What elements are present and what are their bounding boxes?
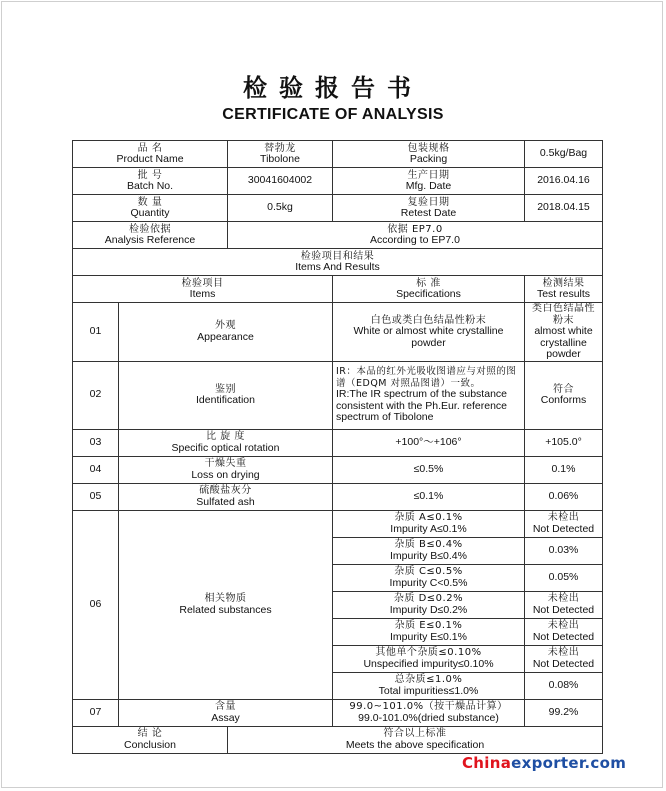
- spec-identification: IR：本品的红外光吸收图谱应与对照的图谱（EDQM 对照品图谱）一致。 IR:The IR spectrum of the substance consistent with the Ph.Eur. reference spectrum of Tibolone: [333, 361, 525, 429]
- row-assay: [73, 699, 603, 726]
- item-related-substances: 相关物质 Related substances: [119, 510, 333, 699]
- title-chinese: 检验报告书: [243, 73, 423, 102]
- result-impurity-a: 未检出 Not Detected: [525, 510, 603, 537]
- section-title: 检验项目和结果 Items And Results: [73, 249, 603, 276]
- result-impurity-b: 0.03%: [525, 537, 603, 564]
- item-assay: 含量 Assay: [119, 699, 333, 726]
- items-header: 检验项目 Items: [73, 276, 333, 303]
- result-loss-on-drying: 0.1%: [525, 456, 603, 483]
- quantity-label: 数 量 Quantity: [73, 195, 228, 222]
- item-number: 03: [73, 429, 119, 456]
- result-sulfated-ash: 0.06%: [525, 483, 603, 510]
- product-name-value: 替勃龙 Tibolone: [228, 141, 333, 168]
- row-reference: [73, 222, 603, 249]
- item-optical-rotation: 比 旋 度 Specific optical rotation: [119, 429, 333, 456]
- spec-optical-rotation: +100°～+106°: [333, 429, 525, 456]
- item-number: 04: [73, 456, 119, 483]
- item-loss-on-drying: 干燥失重 Loss on drying: [119, 456, 333, 483]
- row-sulfated-ash: [73, 483, 603, 510]
- result-appearance: 类白色结晶性粉末 almost white crystalline powder: [525, 303, 603, 362]
- result-assay: 99.2%: [525, 699, 603, 726]
- mfg-date-value: 2016.04.16: [525, 168, 603, 195]
- packing-value: 0.5kg/Bag: [525, 141, 603, 168]
- item-number: 05: [73, 483, 119, 510]
- spec-appearance: 白色或类白色结晶性粉末 White or almost white crystalline powder: [333, 303, 525, 362]
- batch-label: 批 号 Batch No.: [73, 168, 228, 195]
- item-identification: 鉴别 Identification: [119, 361, 333, 429]
- retest-date-value: 2018.04.15: [525, 195, 603, 222]
- row-optical-rotation: [73, 429, 603, 456]
- reference-label: 检验依据 Analysis Reference: [73, 222, 228, 249]
- item-number: 07: [73, 699, 119, 726]
- spec-impurity-a: 杂质 A≤0.1% Impurity A≤0.1%: [333, 510, 525, 537]
- product-name-label: 品 名 Product Name: [73, 141, 228, 168]
- result-total-impurities: 0.08%: [525, 672, 603, 699]
- spec-loss-on-drying: ≤0.5%: [333, 456, 525, 483]
- results-header: 检测结果 Test results: [525, 276, 603, 303]
- spec-sulfated-ash: ≤0.1%: [333, 483, 525, 510]
- item-sulfated-ash: 硫酸盐灰分 Sulfated ash: [119, 483, 333, 510]
- item-number: 06: [73, 510, 119, 699]
- chinaexporter-logo: Chinaexporter.com: [462, 754, 627, 772]
- spec-total-impurities: 总杂质≤1.0% Total impurities≤1.0%: [333, 672, 525, 699]
- result-impurity-c: 0.05%: [525, 564, 603, 591]
- row-product: [73, 141, 603, 168]
- row-appearance: [73, 303, 603, 362]
- row-batch: [73, 168, 603, 195]
- row-identification: [73, 361, 603, 429]
- packing-label: 包装规格 Packing: [333, 141, 525, 168]
- row-conclusion: [73, 726, 603, 753]
- row-section: [73, 249, 603, 276]
- item-appearance: 外观 Appearance: [119, 303, 333, 362]
- spec-impurity-b: 杂质 B≤0.4% Impurity B≤0.4%: [333, 537, 525, 564]
- result-impurity-d: 未检出 Not Detected: [525, 591, 603, 618]
- spec-impurity-d: 杂质 D≤0.2% Impurity D≤0.2%: [333, 591, 525, 618]
- item-number: 02: [73, 361, 119, 429]
- certificate-table: [72, 140, 603, 754]
- mfg-date-label: 生产日期 Mfg. Date: [333, 168, 525, 195]
- retest-date-label: 复验日期 Retest Date: [333, 195, 525, 222]
- result-identification: 符合 Conforms: [525, 361, 603, 429]
- row-column-headers: [73, 276, 603, 303]
- conclusion-label: 结 论 Conclusion: [73, 726, 228, 753]
- item-number: 01: [73, 303, 119, 362]
- title-english: CERTIFICATE OF ANALYSIS: [222, 106, 444, 123]
- row-loss-on-drying: [73, 456, 603, 483]
- batch-value: 30041604002: [228, 168, 333, 195]
- reference-value: 依据 EP7.0 According to EP7.0: [228, 222, 603, 249]
- spec-impurity-c: 杂质 C≤0.5% Impurity C<0.5%: [333, 564, 525, 591]
- result-impurity-e: 未检出 Not Detected: [525, 618, 603, 645]
- quantity-value: 0.5kg: [228, 195, 333, 222]
- row-quantity: [73, 195, 603, 222]
- conclusion-value: 符合以上标准 Meets the above specification: [228, 726, 603, 753]
- spec-impurity-e: 杂质 E≤0.1% Impurity E≤0.1%: [333, 618, 525, 645]
- row-impurity-a: [73, 510, 603, 537]
- specifications-header: 标 准 Specifications: [333, 276, 525, 303]
- spec-unspecified-impurity: 其他单个杂质≤0.10% Unspecified impurity≤0.10%: [333, 645, 525, 672]
- result-unspecified-impurity: 未检出 Not Detected: [525, 645, 603, 672]
- result-optical-rotation: +105.0°: [525, 429, 603, 456]
- spec-assay: 99.0~101.0%（按干燥品计算） 99.0-101.0%(dried substance): [333, 699, 525, 726]
